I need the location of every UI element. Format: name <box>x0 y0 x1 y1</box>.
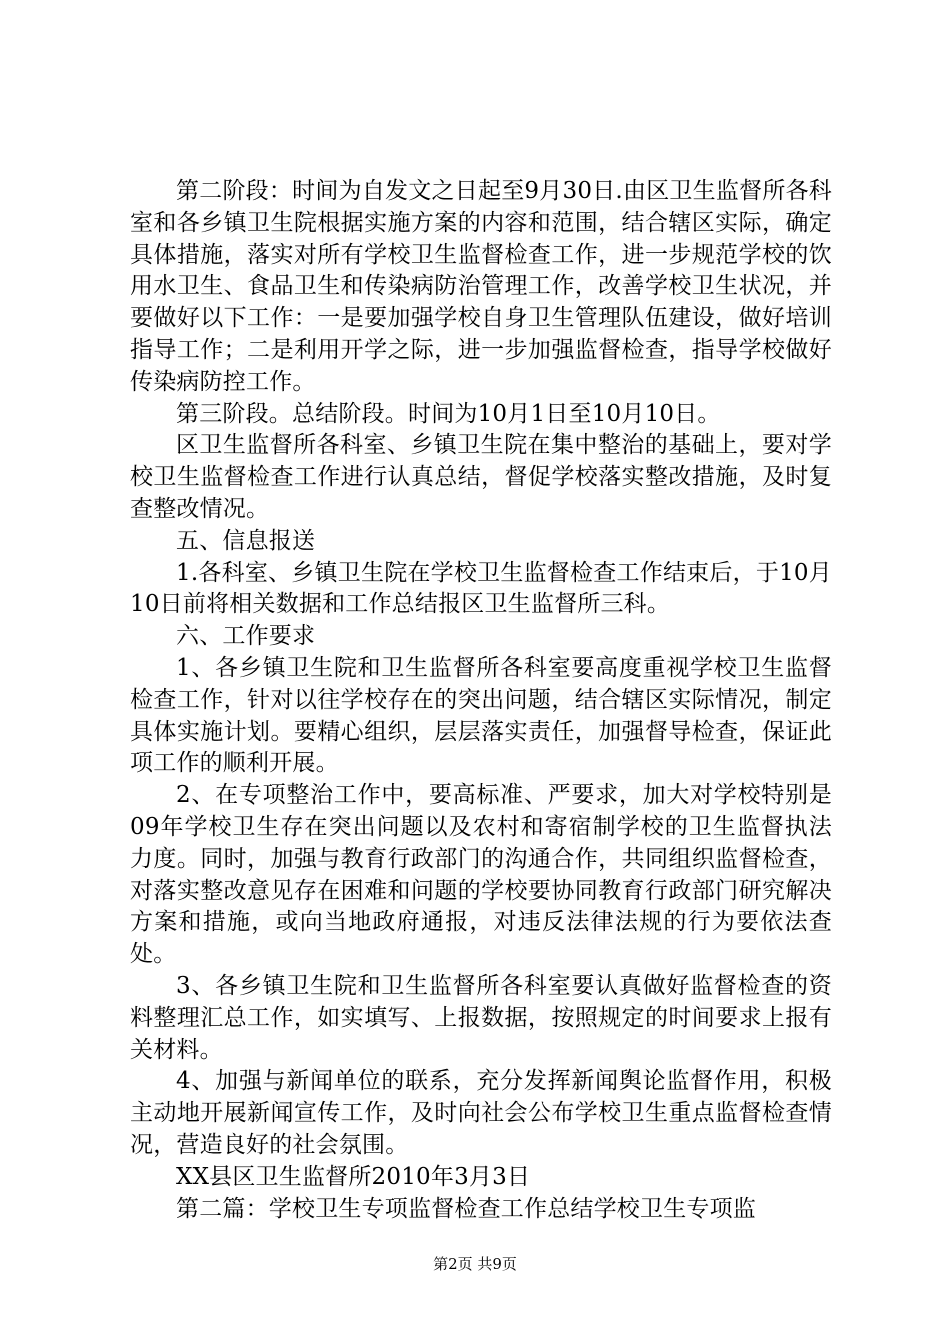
paragraph-second-article-title: 第二篇：学校卫生专项监督检查工作总结学校卫生专项监 <box>176 1195 756 1222</box>
page-footer: 第2页 共9页 <box>433 1255 517 1273</box>
paragraph-requirement-3: 3、各乡镇卫生院和卫生监督所各科室要认真做好监督检查的资料整理汇总工作，如实填写、上报数据，按照规定的时间要求上报有关材料。 <box>130 972 832 1063</box>
paragraph-requirement-4: 4、加强与新闻单位的联系，充分发挥新闻舆论监督作用，积极主动地开展新闻宣传工作，及时向社会公布学校卫生重点监督检查情况，营造良好的社会氛围。 <box>130 1068 832 1158</box>
paragraph-stage-three: 第三阶段。总结阶段。时间为10月1日至10月10日。 <box>176 400 721 427</box>
heading-info-report: 五、信息报送 <box>176 527 316 554</box>
document-body <box>130 176 832 1225</box>
heading-work-requirements: 六、工作要求 <box>176 623 316 650</box>
signature-line: XX县区卫生监督所2010年3月3日 <box>176 1163 531 1190</box>
paragraph-info-report-1: 1.各科室、乡镇卫生院在学校卫生监督检查工作结束后，于10月10日前将相关数据和工作总结报区卫生监督所三科。 <box>130 559 832 618</box>
paragraph-stage-two: 第二阶段：时间为自发文之日起至9月30日.由区卫生监督所各科室和各乡镇卫生院根据实施方案的内容和范围，结合辖区实际，确定具体措施，落实对所有学校卫生监督检查工作，进一步规范学校的饮用水卫生、食品卫生和传染病防治管理工作，改善学校卫生状况，并要做好以下工作：一是要加强学校自身卫生管理队伍建设，做好培训指导工作；二是利用开学之际，进一步加强监督检查，指导学校做好传染病防控工作。 <box>130 178 832 395</box>
paragraph-requirement-2: 2、在专项整治工作中，要高标准、严要求，加大对学校特别是09年学校卫生存在突出问题以及农村和寄宿制学校的卫生监督执法力度。同时，加强与教育行政部门的沟通合作，共同组织监督检查，对落实整改意见存在困难和问题的学校要协同教育行政部门研究解决方案和措施，或向当地政府通报，对违反法律法规的行为要依法查处。 <box>130 782 832 968</box>
paragraph-summary: 区卫生监督所各科室、乡镇卫生院在集中整治的基础上，要对学校卫生监督检查工作进行认真总结，督促学校落实整改措施，及时复查整改情况。 <box>130 432 832 522</box>
paragraph-requirement-1: 1、各乡镇卫生院和卫生监督所各科室要高度重视学校卫生监督检查工作，针对以往学校存在的突出问题，结合辖区实际情况，制定具体实施计划。要精心组织，层层落实责任，加强督导检查，保证此项工作的顺利开展。 <box>130 654 832 777</box>
